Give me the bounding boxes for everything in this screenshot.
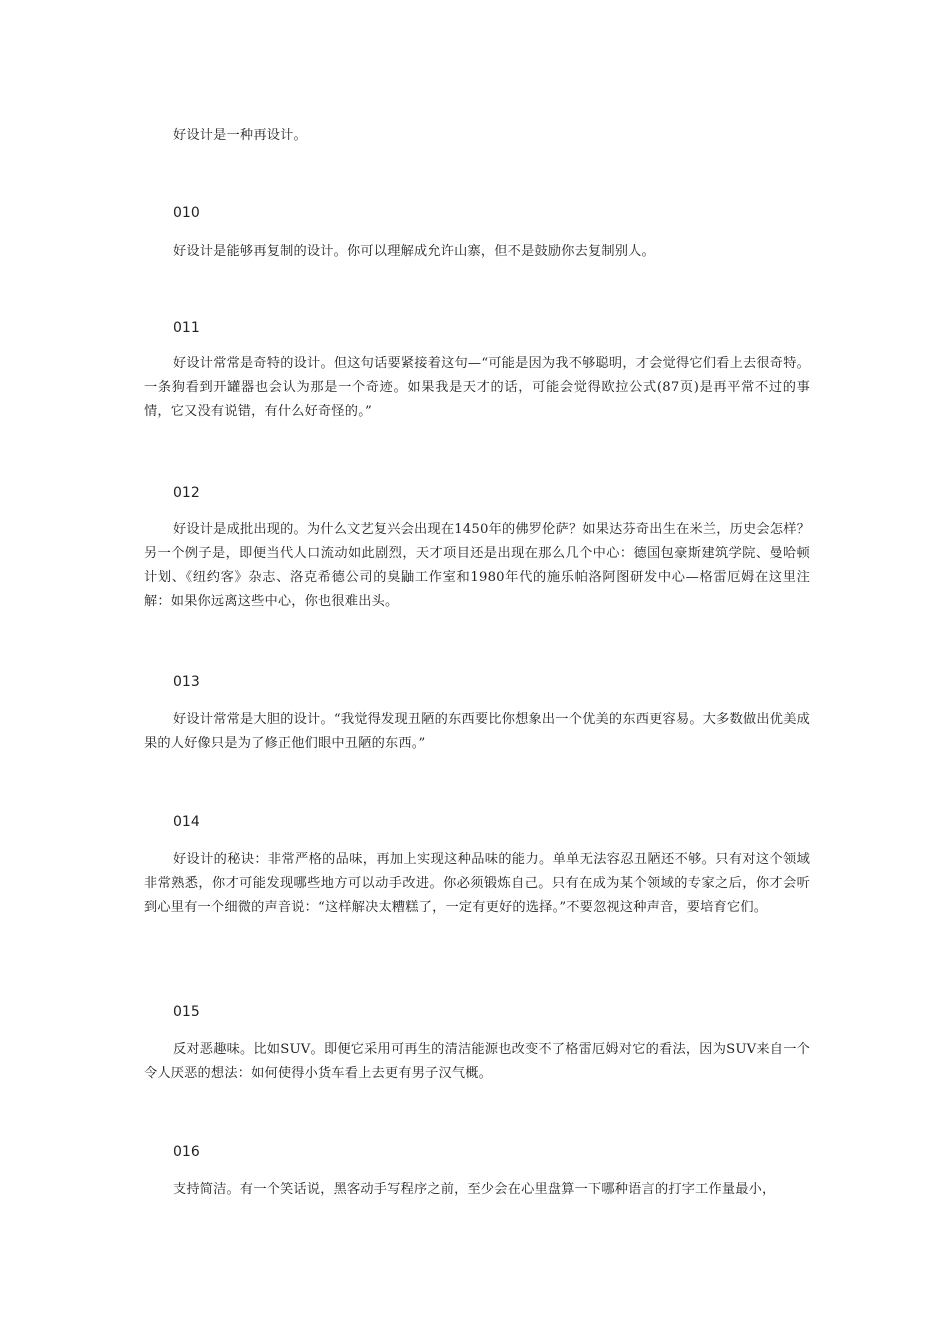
section-number-016: 016 [173,1144,200,1160]
section-text-011: 好设计常常是奇特的设计。但这句话要紧接着这句—“可能是因为我不够聪明，才会觉得它们看上去很奇特。一条狗看到开罐器也会认为那是一个奇迹。如果我是天才的话，可能会觉得欧拉公式(87页)是再平常不过的事情，它又没有说错，有什么好奇怪的。” [144,356,810,419]
section-text-012: 好设计是成批出现的。为什么文艺复兴会出现在1450年的佛罗伦萨？如果达芬奇出生在米兰，历史会怎样？另一个例子是，即便当代人口流动如此剧烈，天才项目还是出现在那么几个中心：德国包豪斯建筑学院、曼哈顿计划、《纽约客》杂志、洛克希德公司的臭鼬工作室和1980年代的施乐帕洛阿图研发中心—格雷厄姆在这里注解：如果你远离这些中心，你也很难出头。 [144,522,810,609]
section-text-015: 反对恶趣味。比如SUV。即便它采用可再生的清洁能源也改变不了格雷厄姆对它的看法，因为SUV来自一个令人厌恶的想法：如何使得小货车看上去更有男子汉气概。 [144,1042,810,1081]
section-paragraph-010 [144,240,810,264]
section-number-011: 011 [173,320,200,336]
section-paragraph-014 [144,848,810,920]
intro-paragraph [144,124,810,148]
section-paragraph-015 [144,1038,810,1086]
section-number-010: 010 [173,205,200,221]
section-number-015: 015 [173,1004,200,1020]
section-paragraph-016 [144,1178,810,1202]
section-paragraph-012 [144,518,810,614]
section-paragraph-011 [144,352,810,424]
section-text-014: 好设计的秘诀：非常严格的品味，再加上实现这种品味的能力。单单无法容忍丑陋还不够。只有对这个领域非常熟悉，你才可能发现哪些地方可以动手改进。你必须锻炼自己。只有在成为某个领域的专家之后，你才会听到心里有一个细微的声音说：“这样解决太糟糕了，一定有更好的选择。”不要忽视这种声音，要培育它们。 [144,852,810,915]
section-text-013: 好设计常常是大胆的设计。“我觉得发现丑陋的东西要比你想象出一个优美的东西更容易。大多数做出优美成果的人好像只是为了修正他们眼中丑陋的东西。” [144,712,810,751]
section-number-014: 014 [173,814,200,830]
section-paragraph-013 [144,708,810,756]
section-text-010: 好设计是能够再复制的设计。你可以理解成允许山寨，但不是鼓励你去复制别人。 [173,244,655,259]
section-number-012: 012 [173,485,200,501]
section-text-016: 支持简洁。有一个笑话说，黑客动手写程序之前，至少会在心里盘算一下哪种语言的打字工作量最小， [173,1182,776,1197]
section-number-013: 013 [173,674,200,690]
intro-text: 好设计是一种再设计。 [173,128,307,143]
